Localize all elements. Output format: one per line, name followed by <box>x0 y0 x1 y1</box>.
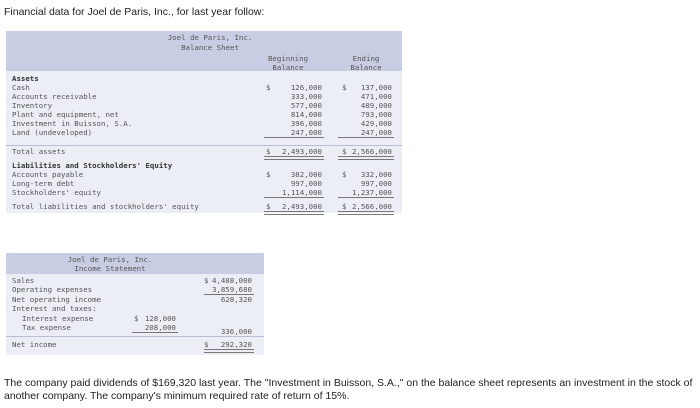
bs-row-begin: 396,000 <box>290 119 322 128</box>
bs-row-begin: 126,000 <box>290 83 322 92</box>
bs-total-liab-end: 2,566,000 <box>351 202 392 211</box>
double-underline <box>264 156 324 160</box>
is-opex-value: 3,859,680 <box>211 285 252 294</box>
bs-row-label: Long-term debt <box>12 179 75 188</box>
bs-row-end: 429,000 <box>360 119 392 128</box>
is-ni-value: 292,320 <box>220 340 252 349</box>
bs-row-label: Accounts receivable <box>12 92 97 101</box>
col-ending-label: Ending <box>352 54 380 63</box>
is-opex-label: Operating expenses <box>12 285 93 294</box>
bs-title: Balance Sheet <box>181 43 239 52</box>
underline <box>338 137 394 138</box>
bs-total-assets-end: 2,566,000 <box>351 147 392 156</box>
is-company: Joel de Paris, Inc. <box>67 255 153 264</box>
bs-row-end: 471,000 <box>360 92 392 101</box>
col-beginning-label-2: Balance <box>272 63 304 72</box>
bs-row-begin: 997,000 <box>290 179 322 188</box>
bs-total-assets-begin: 2,493,000 <box>281 147 322 156</box>
bs-row-dollar-begin: $ <box>266 202 271 211</box>
col-ending-label-2: Balance <box>350 63 382 72</box>
bs-row-label: Stockholders' equity <box>12 188 101 197</box>
bs-company: Joel de Paris, Inc. <box>167 33 253 42</box>
is-interest-dollar: $ <box>134 314 139 323</box>
bs-row-dollar-begin: $ <box>266 83 271 92</box>
bs-row-dollar-end: $ <box>342 170 347 179</box>
is-tax-label: Tax expense <box>22 323 71 332</box>
bs-row-end: 1,237,000 <box>351 188 392 197</box>
bs-row-begin: 382,000 <box>290 170 322 179</box>
bs-row-label: Land (undeveloped) <box>12 128 93 137</box>
is-it-total: 336,000 <box>220 327 252 336</box>
bs-total-liab-label: Total liabilities and stockholders' equity <box>12 202 199 211</box>
bs-row-label: Inventory <box>12 101 53 110</box>
is-interest-value: 128,000 <box>144 314 176 323</box>
bs-row-end: 247,000 <box>360 128 392 137</box>
intro-text: Financial data for Joel de Paris, Inc., for last year follow: <box>4 6 265 18</box>
bs-row-dollar-end: $ <box>342 147 347 156</box>
bs-row-label: Cash <box>12 83 30 92</box>
underline <box>264 197 324 198</box>
is-interest-label: Interest expense <box>22 314 94 323</box>
is-noi-label: Net operating income <box>12 295 101 304</box>
bs-row-end: 489,000 <box>360 101 392 110</box>
bs-row-end: 137,000 <box>360 83 392 92</box>
double-underline <box>338 211 394 215</box>
bs-row-dollar-begin: $ <box>266 170 271 179</box>
col-beginning-label: Beginning <box>267 54 309 63</box>
bs-row-label: Accounts payable <box>12 170 84 179</box>
bs-row-begin: 247,000 <box>290 128 322 137</box>
bs-row-begin: 577,000 <box>290 101 322 110</box>
liabilities-heading: Liabilities and Stockholders' Equity <box>12 161 173 170</box>
bs-total-liab-begin: 2,493,000 <box>281 202 322 211</box>
underline <box>132 332 178 333</box>
bs-row-dollar-end: $ <box>342 83 347 92</box>
is-noi-value: 628,320 <box>220 295 252 304</box>
bs-row-dollar-end: $ <box>342 202 347 211</box>
row-separator <box>6 336 264 337</box>
underline <box>264 137 324 138</box>
bs-row-dollar-begin: $ <box>266 147 271 156</box>
is-sales-value: 4,488,000 <box>211 276 252 285</box>
bs-row-end: 997,000 <box>360 179 392 188</box>
is-ni-label: Net income <box>12 340 57 349</box>
outro-text: The company paid dividends of $169,320 last year. The "Investment in Buisson, S.A.," on the balance sheet represents an investment in the stock of another company. The company's minimum required rate of return of 15%. <box>4 377 693 402</box>
bs-row-label: Investment in Buisson, S.A. <box>12 119 133 128</box>
double-underline <box>338 156 394 160</box>
underline <box>338 197 394 198</box>
is-interest-taxes-label: Interest and taxes: <box>12 304 97 313</box>
bs-row-begin: 333,000 <box>290 92 322 101</box>
double-underline <box>264 211 324 215</box>
bs-row-begin: 1,114,000 <box>281 188 322 197</box>
bs-row-begin: 814,000 <box>290 110 322 119</box>
bs-row-label: Plant and equipment, net <box>12 110 119 119</box>
bs-total-assets-label: Total assets <box>12 147 66 156</box>
is-sales-dollar: $ <box>204 276 209 285</box>
bs-row-end: 793,000 <box>360 110 392 119</box>
double-underline <box>204 349 254 353</box>
is-title: Income Statement <box>74 264 146 273</box>
bs-row-end: 332,000 <box>360 170 392 179</box>
assets-heading: Assets <box>12 74 39 83</box>
is-sales-label: Sales <box>12 276 35 285</box>
row-separator <box>6 145 402 146</box>
is-ni-dollar: $ <box>204 340 209 349</box>
is-tax-value: 208,000 <box>144 323 176 332</box>
